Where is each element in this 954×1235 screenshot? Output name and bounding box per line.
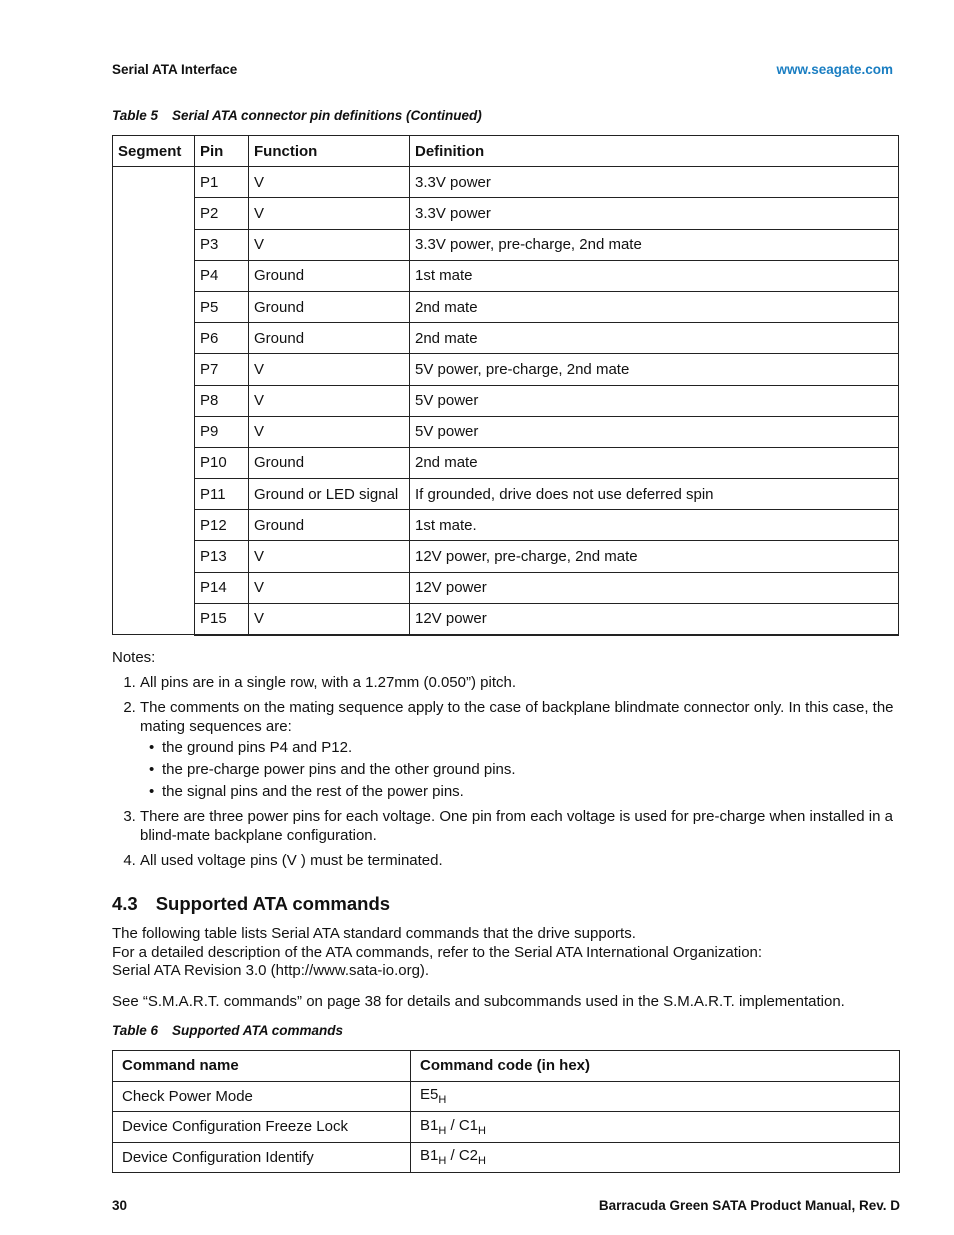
- table-row: [113, 260, 899, 291]
- definition-cell: 5V power: [410, 416, 899, 447]
- pin-cell: P14: [195, 572, 249, 603]
- table5-title: Serial ATA connector pin definitions (Continued): [172, 108, 482, 123]
- running-header-title: Serial ATA Interface: [112, 62, 238, 77]
- pin-cell: P5: [195, 291, 249, 322]
- definition-cell: 12V power: [410, 603, 899, 634]
- pin-cell: P10: [195, 447, 249, 478]
- intro-line: Serial ATA Revision 3.0 (http://www.sata-io.org).: [112, 962, 430, 979]
- function-cell: V: [249, 385, 410, 416]
- function-cell: Ground: [249, 291, 410, 322]
- table-row: [113, 447, 899, 478]
- pin-cell: P15: [195, 603, 249, 634]
- section-number: 4.3: [112, 893, 138, 914]
- pin-cell: P3: [195, 229, 249, 260]
- smart-reference-paragraph: See “S.M.A.R.T. commands” on page 38 for details and subcommands used in the S.M.A.R.T. implementation.: [112, 993, 845, 1010]
- intro-paragraph: [112, 925, 912, 981]
- table-row: [113, 167, 899, 198]
- table5-label: Table 5: [112, 108, 159, 123]
- definition-cell: 2nd mate: [410, 291, 899, 322]
- function-cell: V: [249, 354, 410, 385]
- section-heading: [112, 893, 390, 915]
- note-item: [140, 807, 902, 845]
- table-row: [113, 323, 899, 354]
- pin-cell: P2: [195, 198, 249, 229]
- definition-cell: 12V power, pre-charge, 2nd mate: [410, 541, 899, 572]
- pin-cell: P9: [195, 416, 249, 447]
- code-subscript: H: [438, 1094, 447, 1107]
- command-name-cell: Device Configuration Freeze Lock: [113, 1112, 411, 1143]
- function-cell: V: [249, 167, 410, 198]
- ata-commands-table: [112, 1050, 900, 1173]
- table6-title: Supported ATA commands: [172, 1023, 344, 1038]
- function-cell: Ground: [249, 447, 410, 478]
- notes-block: [112, 648, 902, 876]
- command-name-cell: Check Power Mode: [113, 1081, 411, 1112]
- column-header-function: Function: [249, 136, 410, 167]
- table-row: [113, 1142, 900, 1173]
- table-row: [113, 479, 899, 510]
- function-cell: Ground: [249, 260, 410, 291]
- table-row: [113, 416, 899, 447]
- table-row: [113, 572, 899, 603]
- definition-cell: 3.3V power: [410, 167, 899, 198]
- pin-cell: P4: [195, 260, 249, 291]
- command-name-cell: Device Configuration Identify: [113, 1142, 411, 1173]
- segment-cell: [113, 167, 195, 635]
- code-separator: /: [446, 1116, 459, 1134]
- function-cell: V: [249, 416, 410, 447]
- column-header-pin: Pin: [195, 136, 249, 167]
- section-title: Supported ATA commands: [155, 893, 391, 914]
- function-cell: V: [249, 603, 410, 634]
- pin-cell: P12: [195, 510, 249, 541]
- table-row: [113, 385, 899, 416]
- page-number: 30: [112, 1198, 128, 1213]
- notes-title: Notes:: [112, 649, 156, 666]
- column-header-command-name: Command name: [113, 1051, 411, 1082]
- note-text: All pins are in a single row, with a 1.27mm (0.050”) pitch.: [140, 674, 517, 691]
- table-row: [113, 354, 899, 385]
- code-subscript: H: [478, 1124, 486, 1137]
- command-code-cell: [411, 1142, 900, 1173]
- function-cell: Ground: [249, 323, 410, 354]
- definition-cell: 5V power: [410, 385, 899, 416]
- note-item: [140, 698, 902, 801]
- command-code-cell: [411, 1112, 900, 1143]
- table-row: [113, 510, 899, 541]
- website-link[interactable]: www.seagate.com: [776, 62, 893, 77]
- code-value: C2: [458, 1147, 479, 1165]
- column-header-segment: Segment: [113, 136, 195, 167]
- pin-definitions-table: [112, 135, 899, 636]
- definition-cell: 1st mate.: [410, 510, 899, 541]
- table-row: [113, 603, 899, 634]
- table-row: [113, 198, 899, 229]
- pin-cell: P8: [195, 385, 249, 416]
- pin-cell: P6: [195, 323, 249, 354]
- code-value: C1: [458, 1116, 479, 1134]
- list-item: • the ground pins P4 and P12.: [162, 738, 902, 757]
- definition-cell: 5V power, pre-charge, 2nd mate: [410, 354, 899, 385]
- document-title: Barracuda Green SATA Product Manual, Rev. D: [598, 1198, 900, 1213]
- code-value: B1: [420, 1116, 439, 1134]
- pin-cell: P7: [195, 354, 249, 385]
- table6-label: Table 6: [112, 1023, 159, 1038]
- definition-cell: 3.3V power: [410, 198, 899, 229]
- pin-cell: P13: [195, 541, 249, 572]
- definition-cell: If grounded, drive does not use deferred spin: [410, 479, 899, 510]
- code-value: B1: [420, 1147, 439, 1165]
- list-item: • the signal pins and the rest of the power pins.: [162, 782, 902, 801]
- code-subscript: H: [438, 1155, 447, 1168]
- function-cell: V: [249, 198, 410, 229]
- table-row: [113, 541, 899, 572]
- code-separator: /: [446, 1147, 459, 1165]
- function-cell: Ground: [249, 510, 410, 541]
- pin-cell: P1: [195, 167, 249, 198]
- note-item: [140, 673, 902, 692]
- definition-cell: 12V power: [410, 572, 899, 603]
- table-header-row: [113, 136, 899, 167]
- code-subscript: H: [438, 1124, 447, 1137]
- intro-line: The following table lists Serial ATA standard commands that the drive supports.: [112, 925, 636, 942]
- table6-caption: [112, 1023, 343, 1038]
- code-subscript: H: [478, 1155, 486, 1168]
- function-cell: V: [249, 229, 410, 260]
- definition-cell: 2nd mate: [410, 323, 899, 354]
- table-row: [113, 1112, 900, 1143]
- function-cell: Ground or LED signal: [249, 479, 410, 510]
- table-row: [113, 291, 899, 322]
- note-text: All used voltage pins (V ) must be terminated.: [140, 852, 443, 869]
- definition-cell: 2nd mate: [410, 447, 899, 478]
- column-header-command-code: Command code (in hex): [411, 1051, 900, 1082]
- function-cell: V: [249, 572, 410, 603]
- function-cell: V: [249, 541, 410, 572]
- code-value: E5: [420, 1086, 439, 1104]
- note-text: There are three power pins for each voltage. One pin from each voltage is used for pre-charge when installed in a blind-mate backplane configuration.: [140, 808, 893, 844]
- table-row: [113, 229, 899, 260]
- mating-sequence-list: [140, 738, 902, 801]
- definition-cell: 1st mate: [410, 260, 899, 291]
- definition-cell: 3.3V power, pre-charge, 2nd mate: [410, 229, 899, 260]
- notes-list: [112, 673, 902, 870]
- list-item: • the pre-charge power pins and the other ground pins.: [162, 760, 902, 779]
- note-text: The comments on the mating sequence apply to the case of backplane blindmate connector only. In this case, the mating sequences are:: [140, 699, 894, 735]
- pin-cell: P11: [195, 479, 249, 510]
- intro-line: For a detailed description of the ATA commands, refer to the Serial ATA International Organization:: [112, 943, 763, 961]
- command-code-cell: [411, 1081, 900, 1112]
- table-row: [113, 1081, 900, 1112]
- column-header-definition: Definition: [410, 136, 899, 167]
- table-header-row: [113, 1051, 900, 1082]
- note-item: [140, 851, 902, 870]
- table5-caption: [112, 108, 482, 123]
